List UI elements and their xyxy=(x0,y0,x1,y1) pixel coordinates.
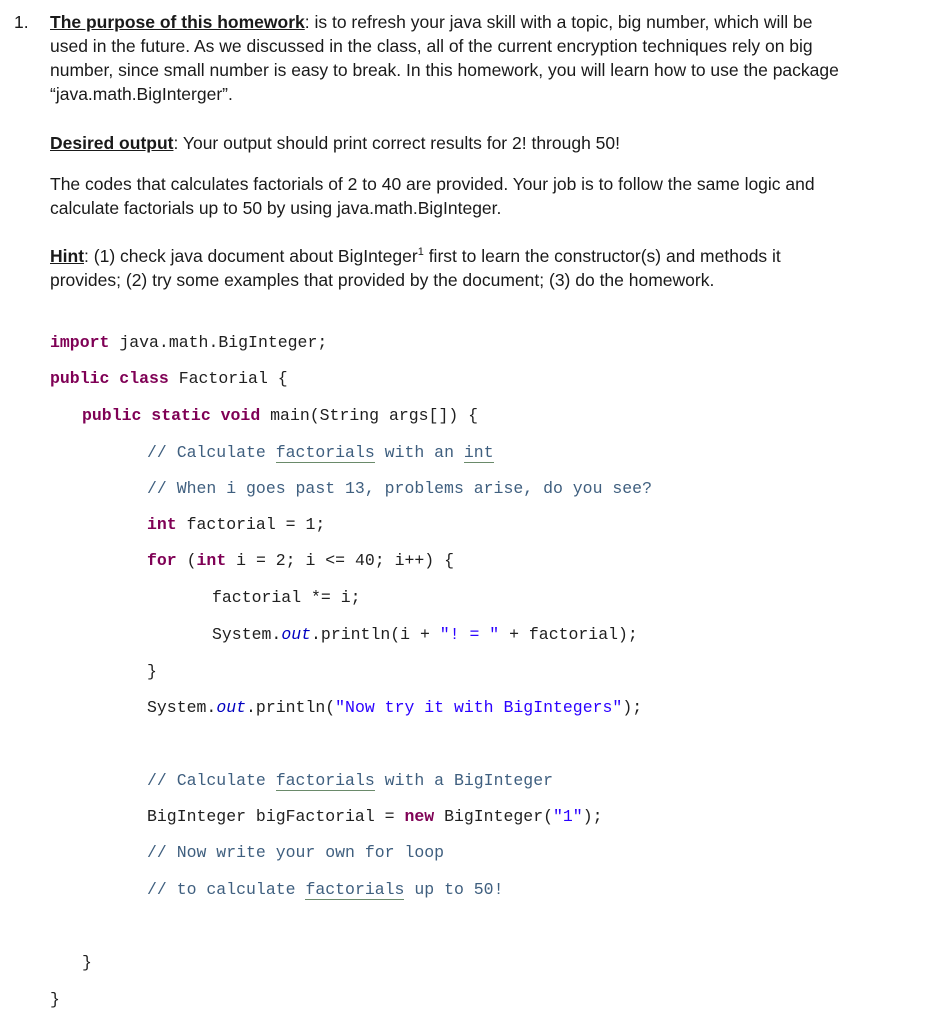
code-line-comment-1: // Calculate factorials with an int xyxy=(147,443,494,462)
code-line-for: for (int i = 2; i <= 40; i++) { xyxy=(147,551,454,570)
desired-output-paragraph xyxy=(50,131,850,155)
purpose-paragraph xyxy=(50,10,850,106)
code-line-println-2: System.out.println("Now try it with BigIntegers"); xyxy=(147,698,643,717)
code-line-int-decl: int factorial = 1; xyxy=(147,515,326,534)
hint-text-after: first to learn the constructor(s) and methods it provides; (2) try some examples that provided by the document; (3) do the homework. xyxy=(50,246,781,290)
item-number: 1. xyxy=(14,12,29,32)
code-line-close-for: } xyxy=(147,662,157,681)
codes-paragraph: The codes that calculates factorials of 2 to 40 are provided. Your job is to follow the same logic and calculate factorials up to 50 by using java.math.BigInteger. xyxy=(50,174,815,218)
code-line-comment-5: // to calculate factorials up to 50! xyxy=(147,880,504,899)
purpose-text: : is to refresh your java skill with a topic, big number, which will be used in the future. As we discussed in the class, all of the current encryption techniques rely on big number, since small number is easy to break. In this homework, you will learn how to use the package “java.math.BigInterger”. xyxy=(50,12,839,104)
code-line-comment-2: // When i goes past 13, problems arise, do you see? xyxy=(147,479,652,498)
hint-label: Hint xyxy=(50,246,85,266)
code-line-biginteger-decl: BigInteger bigFactorial = new BigInteger("1"); xyxy=(147,807,603,826)
code-line-comment-3: // Calculate factorials with a BigInteger xyxy=(147,771,553,790)
code-line-close-main: } xyxy=(82,953,92,972)
desired-output-text: : Your output should print correct results for 2! through 50! xyxy=(173,133,620,153)
hint-text-before: : (1) check java document about BigInteger xyxy=(84,246,418,266)
code-line-class: public class Factorial { xyxy=(50,369,288,388)
hint-paragraph xyxy=(50,244,850,292)
code-line-comment-4: // Now write your own for loop xyxy=(147,843,445,862)
code-line-main: public static void main(String args[]) { xyxy=(82,406,479,425)
code-line-close-class: } xyxy=(50,990,60,1009)
code-line-println-1: System.out.println(i + "! = " + factorial); xyxy=(212,625,638,644)
code-line-import: import java.math.BigInteger; xyxy=(50,333,328,352)
code-line-multiply: factorial *= i; xyxy=(212,588,361,607)
footnote-marker: 1 xyxy=(417,246,424,259)
desired-output-label: Desired output xyxy=(50,133,174,153)
purpose-label: The purpose of this homework xyxy=(50,12,305,32)
